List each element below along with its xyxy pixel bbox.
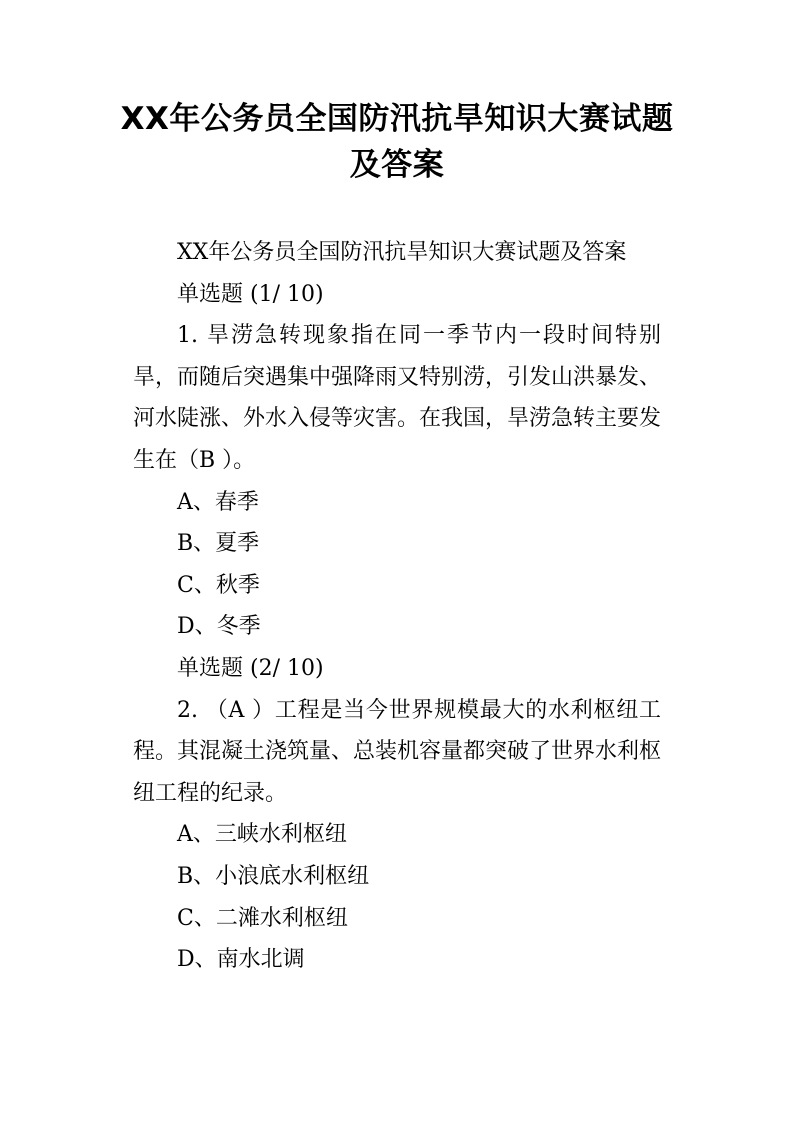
question-header: 单选题 (1/ 10) xyxy=(177,281,324,307)
intro-paragraph: XX年公务员全国防汛抗旱知识大赛试题及答案 xyxy=(177,240,627,265)
answer-option: C、秋季 xyxy=(177,572,260,598)
answer-option: A、春季 xyxy=(177,489,259,515)
answer-option: B、小浪底水利枢纽 xyxy=(177,863,370,889)
answer-option: D、冬季 xyxy=(177,614,261,640)
question-text: 2. （A ）工程是当今世界规模最大的水利枢纽工程。其混凝土浇筑量、总装机容量都突破了世界水利枢纽工程的纪录。 xyxy=(133,697,662,806)
question-text: 1. 旱涝急转现象指在同一季节内一段时间特别旱，而随后突遇集中强降雨又特别涝，引发山洪暴发、河水陡涨、外水入侵等灾害。在我国，旱涝急转主要发生在（B ）。 xyxy=(133,323,662,473)
answer-option: A、三峡水利枢纽 xyxy=(177,822,347,848)
document-body xyxy=(133,232,661,981)
answer-option: C、二滩水利枢纽 xyxy=(177,905,348,931)
answer-option: D、南水北调 xyxy=(177,947,305,973)
answer-option: B、夏季 xyxy=(177,531,260,557)
document-title: XX年公务员全国防汛抗旱知识大赛试题及答案 xyxy=(120,101,674,183)
question-header: 单选题 (2/ 10) xyxy=(177,655,324,681)
